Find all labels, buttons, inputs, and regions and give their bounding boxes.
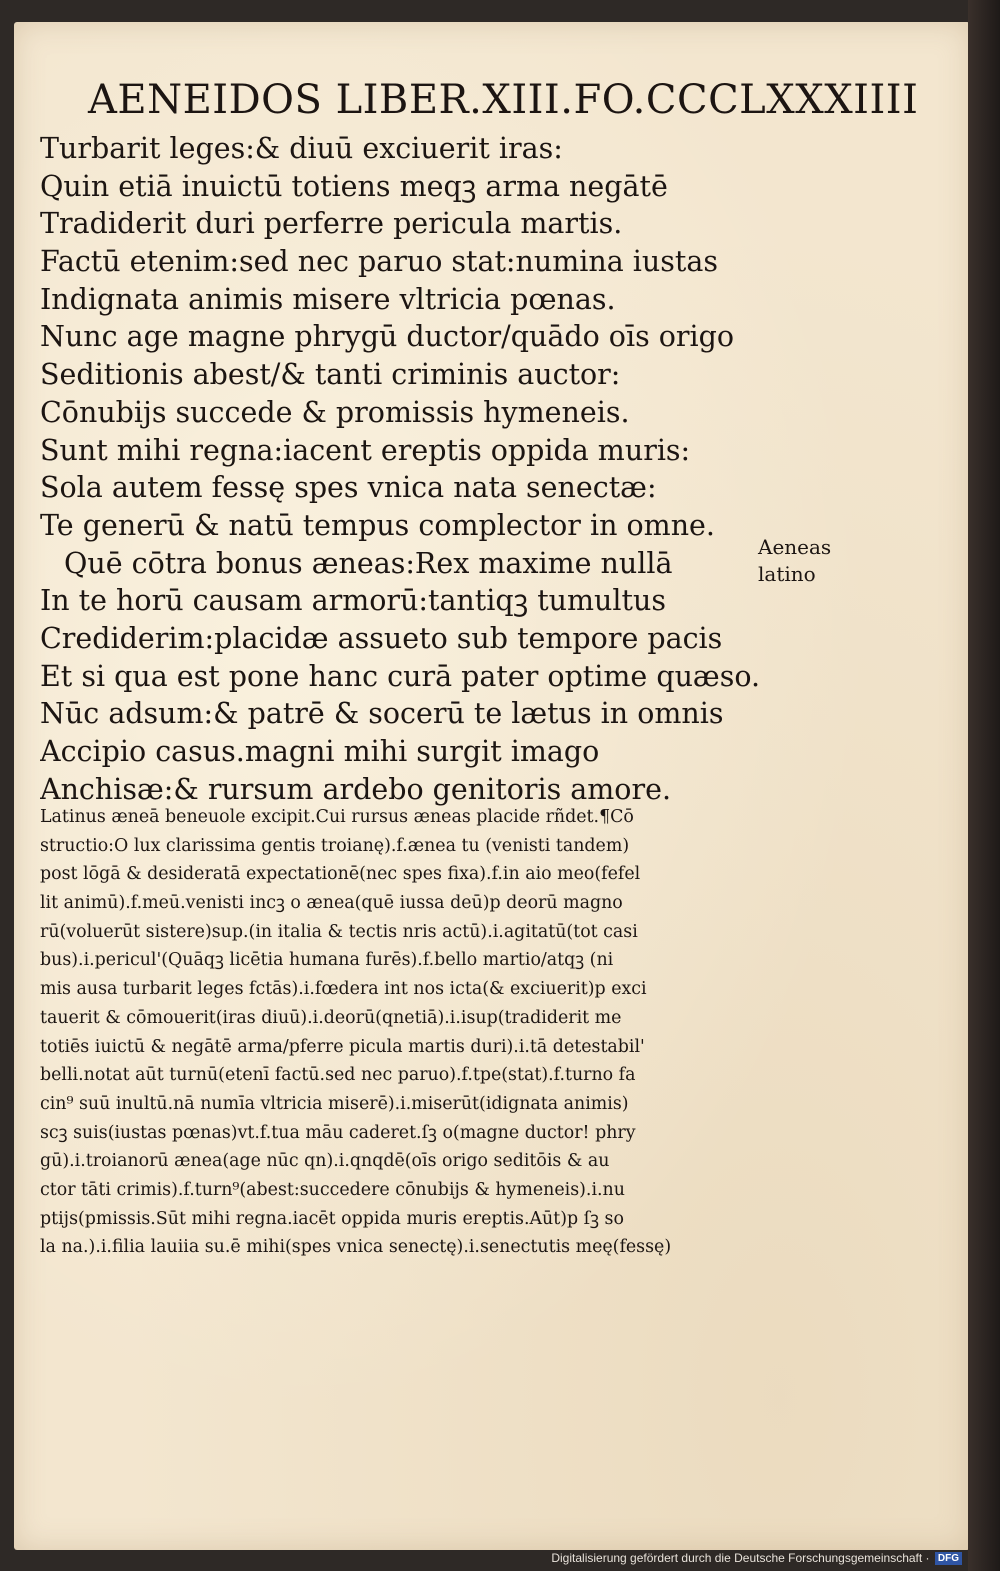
verse-line: Et si qua est pone hanc curā pater optime quæso. (40, 659, 761, 693)
verse-line: Crediderim:placidæ assueto sub tempore pacis (40, 621, 723, 655)
commentary-line: bus).i.pericul'(Quāqꝫ licētia humana furēs).f.bello martio/atqꝫ (ni (40, 950, 614, 971)
commentary-line: scꝫ suis(iustas pœnas)vt.f.tua māu caderet.ſꝫ o(magne ductor! phry (40, 1122, 636, 1143)
verse-line: Nūc adsum:& patrē & socerū te lætus in omnis (40, 697, 724, 731)
verse-line: Factū etenim:sed nec paruo stat:numina iustas (40, 245, 718, 279)
verse-line: Sunt mihi regna:iacent ereptis oppida muris: (40, 433, 691, 467)
verse-line: Quin etiā inuictū totiens meqꝫ arma negātē (40, 169, 668, 203)
verse-line: Sola autem fessę spes vnica nata senectæ: (40, 471, 657, 505)
credit-text: Digitalisierung gefördert durch die Deutsche Forschungsgemeinschaft · (551, 1550, 930, 1565)
commentary-line: la na.).i.filia lauiia su.ē mihi(spes vnica senectę).i.senectutis meę(fessę) (40, 1237, 672, 1258)
marginal-note-line: latino (758, 562, 816, 586)
commentary-line: rū(voluerūt sistere)sup.(in italia & tectis nris actū).i.agitatū(tot casi (40, 921, 638, 942)
verse-line: Quē cōtra bonus æneas:Rex maxime nullā (64, 546, 673, 580)
verse-line: Turbarit leges:& diuū exciuerit iras: (40, 132, 563, 165)
verse-line: Anchisæ:& rursum ardebo genitoris amore. (40, 772, 672, 806)
verse-line: Indignata animis misere vltricia pœnas. (40, 282, 616, 316)
commentary-line: Latinus æneā beneuole excipit.Cui rursus æneas placide rñdet.¶Cō (40, 807, 634, 827)
verse-line: Tradiderit duri perferre pericula martis. (40, 207, 623, 241)
dfg-logo: DFG (935, 1552, 962, 1565)
verse-line: Nunc age magne phrygū ductor/quādo oīs origo (40, 320, 735, 354)
marginal-note (758, 534, 858, 588)
commentary-line: tauerit & cōmouerit(iras diuū).i.deorū(qnetiā).i.isup(tradiderit me (40, 1007, 622, 1028)
commentary-line: totiēs iuictū & negātē arma/pferre picula martis duri).i.tā detestabil' (40, 1036, 645, 1057)
commentary-line: structio:O lux clarissima gentis troianę).f.ænea tu (venisti tandem) (40, 835, 630, 856)
verse-line: Accipio casus.magni mihi surgit imago (40, 735, 600, 768)
commentary-line: cin⁹ suū inultū.nā numīa vltricia miserē).i.miserūt(idignata animis) (40, 1093, 629, 1114)
running-title: AENEIDOS LIBER.XIII.FO.CCCLXXXIIII (88, 77, 919, 123)
page-gutter (968, 0, 1000, 1571)
commentary-line: belli.notat aūt turnū(etenī factū.sed nec paruo).f.tpe(stat).f.turno fa (40, 1065, 636, 1086)
commentary-line: post lōgā & desideratā expectationē(nec spes fixa).f.in aio meo(fefel (40, 864, 641, 885)
verse-line: In te horū causam armorū:tantiqꝫ tumultus (40, 584, 666, 618)
verse-line: Cōnubijs succede & promissis hymeneis. (40, 395, 630, 429)
commentary-line: ctor tāti crimis).f.turn⁹(abest:succedere cōnubijs & hymeneis).i.nu (40, 1179, 625, 1200)
digitization-credit (551, 1551, 962, 1565)
verse-line: Seditionis abest/& tanti criminis auctor: (40, 358, 621, 392)
verse-line: Te generū & natū tempus complector in omne. (40, 508, 715, 542)
commentary-line: lit animū).f.meū.venisti incꝫ o ænea(quē iussa deū)p deorū magno (40, 893, 623, 914)
marginal-note-line: Aeneas (758, 535, 832, 559)
commentary-block (40, 803, 765, 1262)
commentary-line: gū).i.troianorū ænea(age nūc qn).i.qnqdē(oīs origo seditōis & au (40, 1151, 610, 1172)
commentary-line: ptijs(pmissis.Sūt mihi regna.iacēt oppida muris ereptis.Aūt)p ſꝫ so (40, 1208, 624, 1229)
verse-block (40, 130, 780, 808)
commentary-line: mis ausa turbarit leges fctās).i.fœdera int nos icta(& exciuerit)p exci (40, 979, 647, 1000)
